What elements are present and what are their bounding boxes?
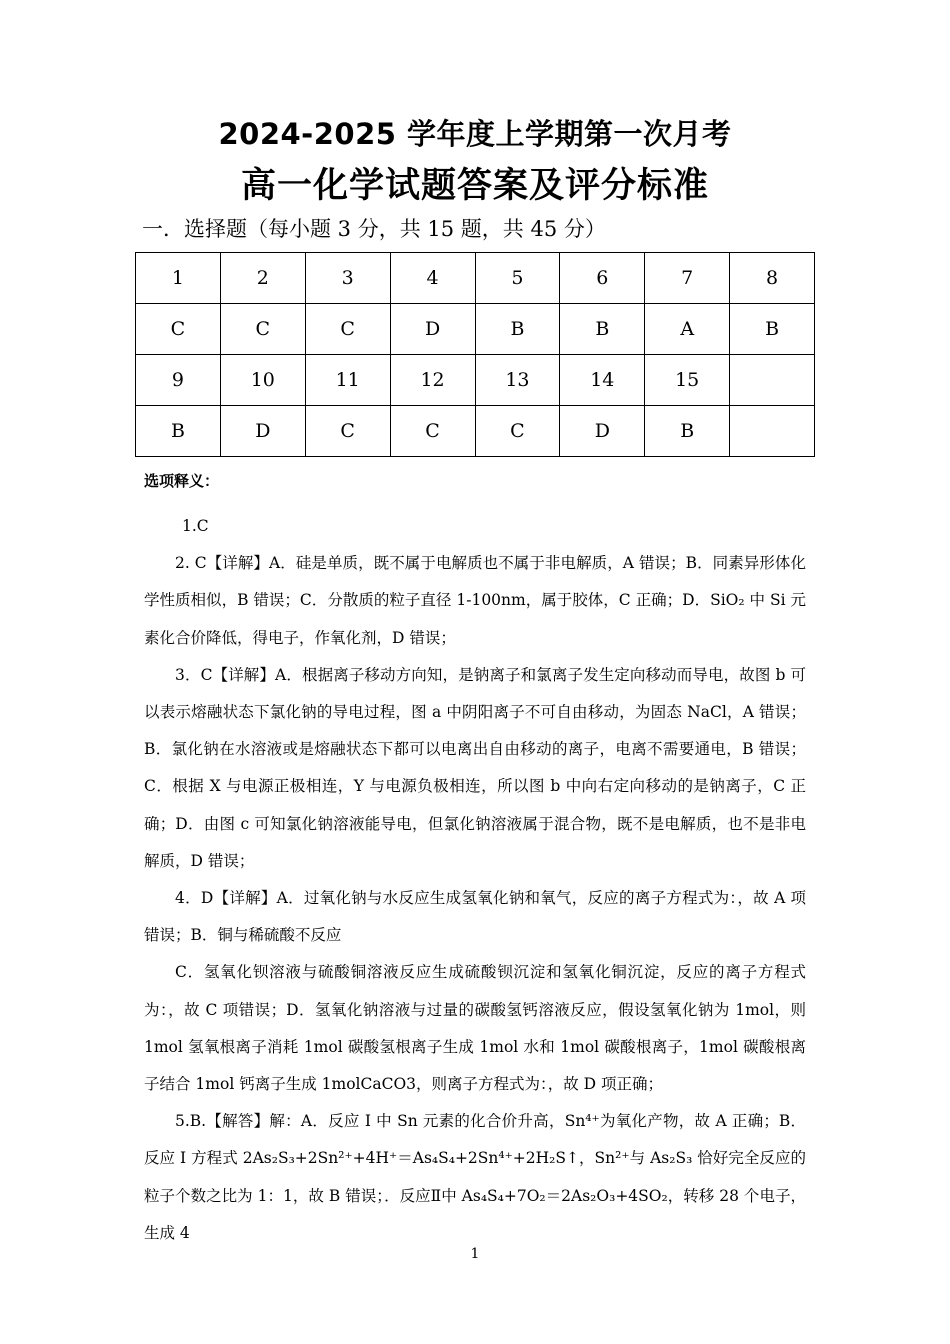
- question-number: 4: [390, 253, 475, 304]
- answer-cell: C: [220, 304, 305, 355]
- explanation-q5: 5.B.【解答】解：A．反应 I 中 Sn 元素的化合价升高，Sn⁴⁺为氧化产物，故 A 正确；B．反应 I 方程式 2As₂S₃+2Sn²⁺+4H⁺＝As₄S₄+2Sn⁴⁺+2H₂S↑，Sn²⁺与 As₂S₃ 恰好完全反应的粒子个数之比为 1：1，故 B 错误；．反应Ⅱ中 As₄S₄+7O₂＝2As₂O₃+4SO₂，转移 28 个电子，生成 4: [144, 1112, 806, 1242]
- table-row-answers-1: [136, 304, 815, 355]
- answer-cell: C: [390, 406, 475, 457]
- answer-cell: B: [730, 304, 815, 355]
- question-number: 15: [645, 355, 730, 406]
- question-number: 3: [305, 253, 390, 304]
- explanations-body: [144, 508, 806, 1252]
- question-number: 14: [560, 355, 645, 406]
- answer-cell: [730, 406, 815, 457]
- table-row-answers-2: [136, 406, 815, 457]
- question-number: 5: [475, 253, 560, 304]
- explanation-q2: 2. C【详解】A．硅是单质，既不属于电解质也不属于非电解质，A 错误；B．同素异形体化学性质相似，B 错误；C．分散质的粒子直径 1-100nm，属于胶体，C 正确；D．SiO₂ 中 Si 元素化合价降低，得电子，作氧化剂，D 错误；: [144, 554, 806, 647]
- explanation-q3: 3．C【详解】A．根据离子移动方向知，是钠离子和氯离子发生定向移动而导电，故图 b 可以表示熔融状态下氯化钠的导电过程，图 a 中阴阳离子不可自由移动，为固态 NaCl，A 错误；B．氯化钠在水溶液或是熔融状态下都可以电离出自由移动的离子，电离不需要通电，B 错误；C．根据 X 与电源正极相连，Y 与电源负极相连，所以图 b 中向右定向移动的是钠离子，C 正确；D．由图 c 可知氯化钠溶液能导电，但氯化钠溶液属于混合物，既不是电解质，也不是非电解质，D 错误；: [144, 665, 806, 870]
- question-number: 13: [475, 355, 560, 406]
- explanations-label: 选项释义：: [144, 472, 220, 490]
- page-number: 1: [470, 1246, 480, 1262]
- answer-cell: A: [645, 304, 730, 355]
- question-number: 12: [390, 355, 475, 406]
- answer-cell: C: [305, 304, 390, 355]
- title-line-1: 2024-2025 学年度上学期第一次月考: [218, 117, 732, 151]
- answer-cell: C: [305, 406, 390, 457]
- explanation-q4-part-a: 4．D【详解】A．过氧化钠与水反应生成氢氧化钠和氧气，反应的离子方程式为：，故 A 项错误；B．铜与稀硫酸不反应: [144, 889, 806, 945]
- answer-cell: B: [560, 304, 645, 355]
- question-number: 11: [305, 355, 390, 406]
- answer-cell: C: [475, 406, 560, 457]
- question-number: 1: [136, 253, 221, 304]
- answer-cell: D: [560, 406, 645, 457]
- answer-cell: D: [390, 304, 475, 355]
- answer-cell: B: [136, 406, 221, 457]
- question-number: 7: [645, 253, 730, 304]
- title-line-2: 高一化学试题答案及评分标准: [240, 166, 709, 206]
- explanation-q4-part-b: C．氢氧化钡溶液与硫酸铜溶液反应生成硫酸钡沉淀和氢氧化铜沉淀，反应的离子方程式为：，故 C 项错误；D．氢氧化钠溶液与过量的碳酸氢钙溶液反应，假设氢氧化钠为 1mol，则 1mol 氢氧根离子消耗 1mol 碳酸氢根离子生成 1mol 水和 1mol 碳酸根离子，1mol 碳酸根离子结合 1mol 钙离子生成 1molCaCO3，则离子方程式为：，故 D 项正确；: [144, 963, 806, 1094]
- question-number: 6: [560, 253, 645, 304]
- answer-table: [135, 252, 815, 457]
- question-number: 9: [136, 355, 221, 406]
- explanation-q1: 1.C: [182, 517, 209, 535]
- answer-cell: C: [136, 304, 221, 355]
- question-number: 2: [220, 253, 305, 304]
- answer-cell: B: [645, 406, 730, 457]
- question-number: 8: [730, 253, 815, 304]
- question-number: [730, 355, 815, 406]
- table-row-numbers-2: [136, 355, 815, 406]
- answer-cell: B: [475, 304, 560, 355]
- answer-cell: D: [220, 406, 305, 457]
- section-heading: 一．选择题（每小题 3 分，共 15 题，共 45 分）: [142, 217, 606, 241]
- question-number: 10: [220, 355, 305, 406]
- table-row-numbers-1: [136, 253, 815, 304]
